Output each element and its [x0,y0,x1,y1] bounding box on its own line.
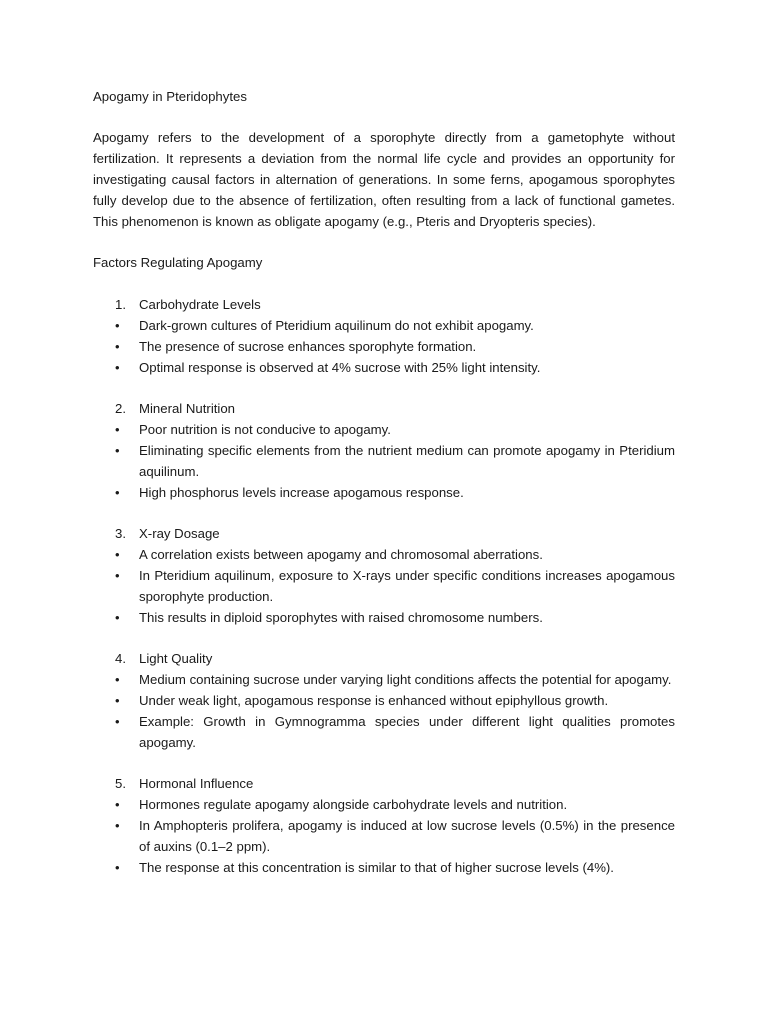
factor-title: Mineral Nutrition [139,401,236,416]
list-item [93,815,675,857]
bullet-icon: • [115,797,120,812]
section-heading: Factors Regulating Apogamy [93,255,263,270]
factor-number: 2. [115,401,126,416]
bullet-text: Dark-grown cultures of Pteridium aquilinum do not exhibit apogamy. [139,318,534,333]
intro-paragraph: Apogamy refers to the development of a sporophyte directly from a gametophyte without fertilization. It represents a deviation from the normal life cycle and provides an opportunity for investigating causal factors in alternation of generations. In some ferns, apogamous sporophytes fully develop due to the absence of fertilization, often resulting from a lack of functional gametes. This phenomenon is known as obligate apogamy (e.g., Pteris and Dryopteris species). [93,130,675,229]
bullet-icon: • [115,610,120,625]
list-item [93,336,675,357]
bullet-text: Hormones regulate apogamy alongside carbohydrate levels and nutrition. [139,797,568,812]
bullet-list [93,794,675,878]
factor-title: Carbohydrate Levels [139,297,261,312]
bullet-text: In Amphopteris prolifera, apogamy is induced at low sucrose levels (0.5%) in the presence of auxins (0.1–2 ppm). [139,818,675,854]
factor-section [93,773,675,878]
factor-heading [93,523,675,544]
factor-number: 1. [115,297,126,312]
list-item [93,565,675,607]
list-item [93,669,675,690]
list-item [93,419,675,440]
factor-heading [93,398,675,419]
bullet-text: Example: Growth in Gymnogramma species under different light qualities promotes apogamy. [139,714,675,750]
list-item [93,482,675,503]
list-item [93,440,675,482]
bullet-icon: • [115,422,120,437]
factor-heading [93,773,675,794]
factor-section [93,523,675,628]
factor-title: X-ray Dosage [139,526,220,541]
factor-number: 4. [115,651,126,666]
bullet-icon: • [115,547,120,562]
bullet-icon: • [115,860,120,875]
list-item [93,794,675,815]
bullet-text: Optimal response is observed at 4% sucrose with 25% light intensity. [139,360,541,375]
bullet-text: A correlation exists between apogamy and chromosomal aberrations. [139,547,543,562]
bullet-text: In Pteridium aquilinum, exposure to X-rays under specific conditions increases apogamous sporophyte production. [139,568,675,604]
factors-list [93,294,675,878]
factor-section [93,398,675,503]
list-item [93,857,675,878]
factor-section [93,294,675,378]
factor-title: Light Quality [139,651,213,666]
bullet-icon: • [115,693,120,708]
bullet-list [93,544,675,628]
list-item [93,690,675,711]
bullet-text: Poor nutrition is not conducive to apogamy. [139,422,391,437]
factor-title: Hormonal Influence [139,776,254,791]
list-item [93,544,675,565]
bullet-icon: • [115,443,120,458]
bullet-text: Under weak light, apogamous response is enhanced without epiphyllous growth. [139,693,609,708]
bullet-text: The presence of sucrose enhances sporophyte formation. [139,339,477,354]
page-title: Apogamy in Pteridophytes [93,89,247,104]
list-item [93,607,675,628]
bullet-icon: • [115,339,120,354]
bullet-text: The response at this concentration is similar to that of higher sucrose levels (4%). [139,860,614,875]
bullet-list [93,315,675,378]
bullet-list [93,669,675,753]
bullet-icon: • [115,360,120,375]
bullet-text: Eliminating specific elements from the nutrient medium can promote apogamy in Pteridium aquilinum. [139,443,675,479]
factor-heading [93,648,675,669]
factor-number: 3. [115,526,126,541]
list-item [93,315,675,336]
list-item [93,711,675,753]
bullet-icon: • [115,318,120,333]
bullet-icon: • [115,818,120,833]
list-item [93,357,675,378]
bullet-icon: • [115,714,120,729]
document-body [93,86,675,898]
factor-number: 5. [115,776,126,791]
bullet-text: High phosphorus levels increase apogamous response. [139,485,464,500]
bullet-text: This results in diploid sporophytes with raised chromosome numbers. [139,610,543,625]
bullet-icon: • [115,672,120,687]
bullet-icon: • [115,568,120,583]
bullet-list [93,419,675,503]
factor-section [93,648,675,753]
factor-heading [93,294,675,315]
bullet-icon: • [115,485,120,500]
bullet-text: Medium containing sucrose under varying light conditions affects the potential for apogamy. [139,672,672,687]
